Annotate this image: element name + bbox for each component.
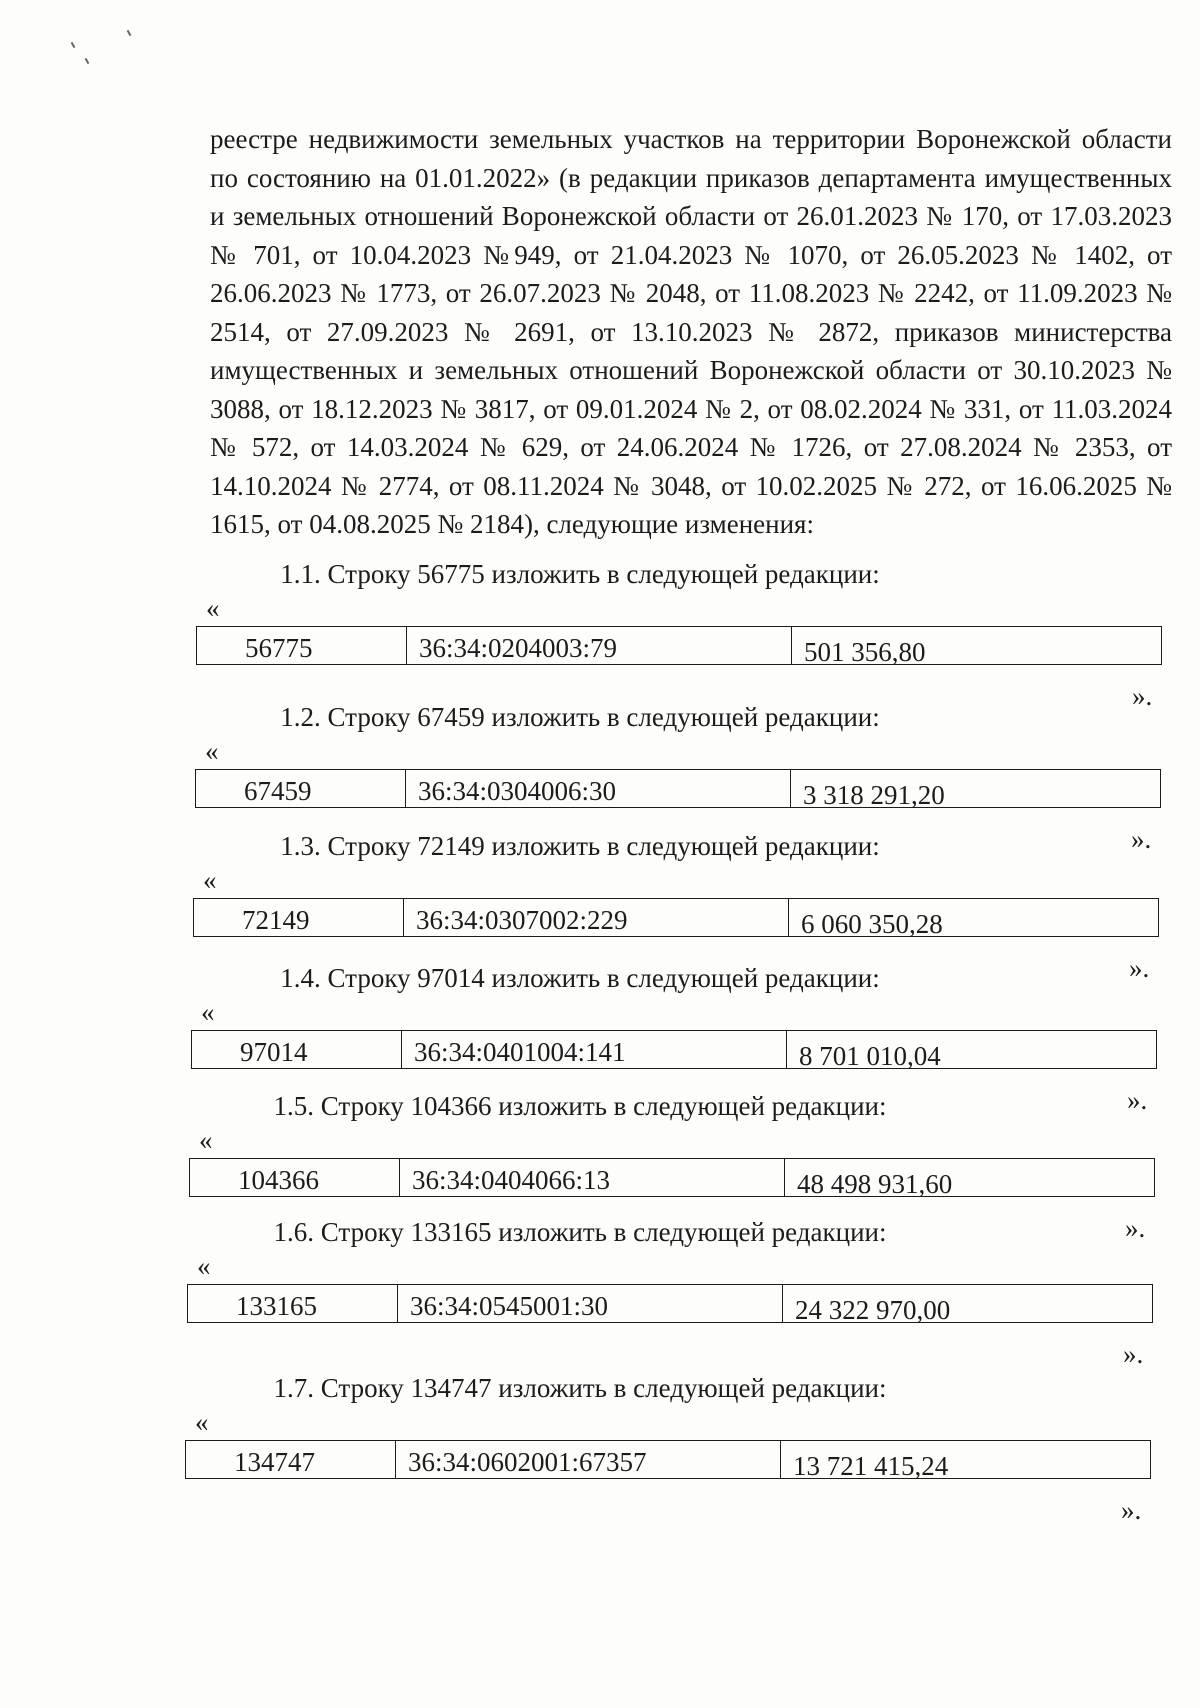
amendment-section <box>0 1372 1200 1525</box>
amendment-heading: 1.5. Строку 104366 изложить в следующей редакции: <box>273 1091 887 1121</box>
opening-quote: « <box>195 1407 209 1437</box>
opening-quote: « <box>205 736 219 766</box>
row-number-cell: 104366 <box>190 1159 400 1196</box>
scan-speck <box>71 42 76 48</box>
amendment-row-table <box>185 1440 1151 1479</box>
amendment-row-table <box>191 1030 1157 1069</box>
cadastral-value-cell: 3 318 291,20 <box>803 780 945 810</box>
row-number-cell: 67459 <box>196 770 406 807</box>
closing-quote: ». <box>1131 824 1152 854</box>
amendment-heading: 1.1. Строку 56775 изложить в следующей редакции: <box>280 559 880 589</box>
cadastral-value-cell: 8 701 010,04 <box>799 1041 941 1071</box>
amendment-heading: 1.4. Строку 97014 изложить в следующей редакции: <box>280 963 880 993</box>
closing-quote: ». <box>1132 681 1153 711</box>
cadastral-number-cell: 36:34:0304006:30 <box>406 770 791 807</box>
cadastral-value-cell: 6 060 350,28 <box>801 909 943 939</box>
amendment-row-table <box>189 1158 1155 1197</box>
cadastral-number-cell: 36:34:0545001:30 <box>398 1285 783 1322</box>
opening-quote: « <box>201 997 215 1027</box>
closing-quote: ». <box>1127 1085 1148 1115</box>
cadastral-number-cell: 36:34:0307002:229 <box>404 899 789 936</box>
amendment-row-table <box>193 898 1159 937</box>
cadastral-value-cell: 48 498 931,60 <box>797 1169 953 1199</box>
cadastral-value-cell: 24 322 970,00 <box>795 1295 951 1325</box>
amendment-heading: 1.7. Строку 134747 изложить в следующей редакции: <box>273 1373 887 1403</box>
closing-quote: ». <box>1129 953 1150 983</box>
cadastral-number-cell: 36:34:0401004:141 <box>402 1031 787 1068</box>
row-number-cell: 72149 <box>194 899 404 936</box>
amendment-section <box>0 1213 1200 1369</box>
row-number-cell: 97014 <box>192 1031 402 1068</box>
opening-quote: « <box>199 1125 213 1155</box>
row-number-cell: 134747 <box>186 1441 396 1478</box>
scan-speck <box>127 30 132 36</box>
intro-paragraph: реестре недвижимости земельных участков на территории Воронежской области по состоянию на 01.01.2022» (в редакции приказов департамента имущественных и земельных отношений Воронежской области от 26.01.2023 № 170, от 17.03.2023 № 701, от 10.04.2023 №949, от 21.04.2023 № 1070, от 26.05.2023 № 1402, от 26.06.2023 № 1773, от 26.07.2023 № 2048, от 11.08.2023 № 2242, от 11.09.2023 № 2514, от 27.09.2023 № 2691, от 13.10.2023 № 2872, приказов министерства имущественных и земельных отношений Воронежской области от 30.10.2023 № 3088, от 18.12.2023 № 3817, от 09.01.2024 № 2, от 08.02.2024 № 331, от 11.03.2024 № 572, от 14.03.2024 № 629, от 24.06.2024 № 1726, от 27.08.2024 № 2353, от 14.10.2024 № 2774, от 08.11.2024 № 3048, от 10.02.2025 № 272, от 16.06.2025 № 1615, от 04.08.2025 № 2184), следующие изменения: <box>210 124 1172 539</box>
scan-speck <box>85 58 90 64</box>
amendment-row-table <box>195 769 1161 808</box>
amendment-row-table <box>187 1284 1153 1323</box>
opening-quote: « <box>197 1251 211 1281</box>
closing-quote: ». <box>1121 1495 1142 1525</box>
cadastral-number-cell: 36:34:0204003:79 <box>407 627 792 664</box>
cadastral-value-cell: 501 356,80 <box>804 637 926 667</box>
amendment-heading: 1.3. Строку 72149 изложить в следующей редакции: <box>280 831 880 861</box>
cadastral-value-cell: 13 721 415,24 <box>793 1451 949 1481</box>
cadastral-number-cell: 36:34:0404066:13 <box>400 1159 785 1196</box>
amendment-section <box>0 558 1200 711</box>
amendment-heading: 1.6. Строку 133165 изложить в следующей редакции: <box>273 1217 887 1247</box>
row-number-cell: 133165 <box>188 1285 398 1322</box>
opening-quote: « <box>203 865 217 895</box>
cadastral-number-cell: 36:34:0602001:67357 <box>396 1441 781 1478</box>
amendment-heading: 1.2. Строку 67459 изложить в следующей редакции: <box>280 702 880 732</box>
opening-quote: « <box>206 593 220 623</box>
row-number-cell: 56775 <box>197 627 407 664</box>
closing-quote: ». <box>1123 1339 1144 1369</box>
amendment-row-table <box>196 626 1162 665</box>
closing-quote: ». <box>1125 1213 1146 1243</box>
